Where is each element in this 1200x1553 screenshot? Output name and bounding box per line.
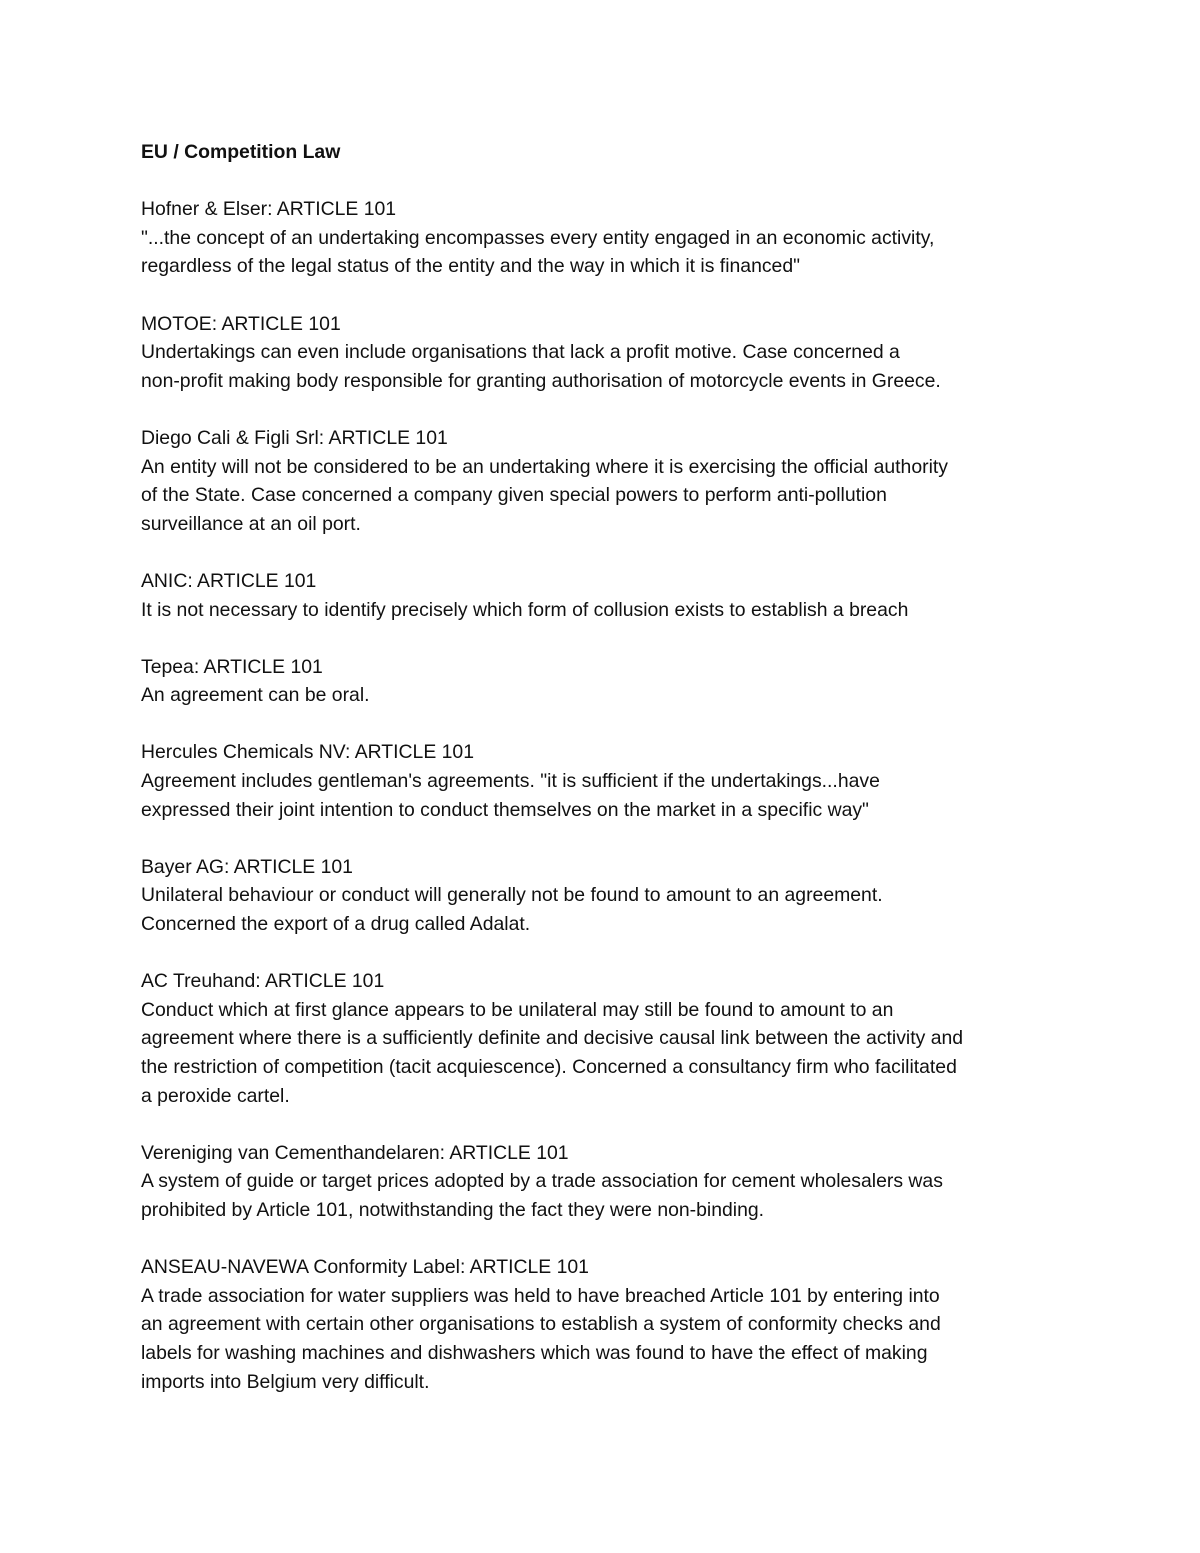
- case-entry: [141, 310, 1066, 396]
- case-entry: [141, 1253, 1066, 1396]
- case-heading: Hercules Chemicals NV: ARTICLE 101: [141, 741, 475, 764]
- case-heading: AC Treuhand: ARTICLE 101: [141, 970, 385, 993]
- case-summary: Conduct which at first glance appears to be unilateral may still be found to amount to an agreement where there is a sufficiently definite and decisive causal link between the activity and the restriction of competition (tacit acquiescence). Concerned a consultancy firm who facilitated a peroxide cartel.: [141, 998, 964, 1107]
- case-entry: [141, 738, 1066, 824]
- case-summary: Agreement includes gentleman's agreements. "it is sufficient if the undertakings...have expressed their joint intention to conduct themselves on the market in a specific way": [141, 770, 880, 821]
- case-summary: A trade association for water suppliers was held to have breached Article 101 by entering into an agreement with certain other organisations to establish a system of conformity checks and labels for washing machines and dishwashers which was found to have the effect of making imports into Belgium very difficult.: [141, 1284, 941, 1393]
- case-entry: [141, 967, 1066, 1110]
- case-entry: [141, 653, 1066, 710]
- case-summary: "...the concept of an undertaking encompasses every entity engaged in an economic activity, regardless of the legal status of the entity and the way in which it is financed": [141, 226, 935, 278]
- case-entry: [141, 853, 1066, 939]
- case-entry: [141, 424, 1066, 538]
- case-summary: Undertakings can even include organisations that lack a profit motive. Case concerned a non-profit making body responsible for granting authorisation of motorcycle events in Greece.: [141, 341, 941, 392]
- case-entry: [141, 567, 1066, 624]
- case-heading: MOTOE: ARTICLE 101: [141, 312, 341, 335]
- case-heading: Hofner & Elser: ARTICLE 101: [141, 198, 397, 221]
- case-heading: ANSEAU-NAVEWA Conformity Label: ARTICLE 101: [141, 1256, 589, 1279]
- case-entry: [141, 195, 1066, 281]
- case-heading: Tepea: ARTICLE 101: [141, 655, 323, 678]
- document-content: [141, 138, 1066, 1425]
- case-heading: ANIC: ARTICLE 101: [141, 569, 317, 592]
- case-summary: Unilateral behaviour or conduct will generally not be found to amount to an agreement. Concerned the export of a drug called Adalat.: [141, 884, 883, 936]
- case-heading: Vereniging van Cementhandelaren: ARTICLE 101: [141, 1141, 569, 1164]
- case-heading: Bayer AG: ARTICLE 101: [141, 855, 353, 878]
- case-summary: It is not necessary to identify precisely which form of collusion exists to establish a breach: [141, 598, 909, 621]
- case-summary: An entity will not be considered to be an undertaking where it is exercising the official authority of the State. Case concerned a company given special powers to perform anti-pollution surveillance at an oil port.: [141, 455, 948, 535]
- case-heading: Diego Cali & Figli Srl: ARTICLE 101: [141, 426, 448, 449]
- case-summary: A system of guide or target prices adopted by a trade association for cement wholesalers was prohibited by Article 101, notwithstanding the fact they were non-binding.: [141, 1170, 943, 1221]
- case-entry: [141, 1139, 1066, 1225]
- case-summary: An agreement can be oral.: [141, 684, 370, 707]
- document-title: EU / Competition Law: [141, 141, 341, 163]
